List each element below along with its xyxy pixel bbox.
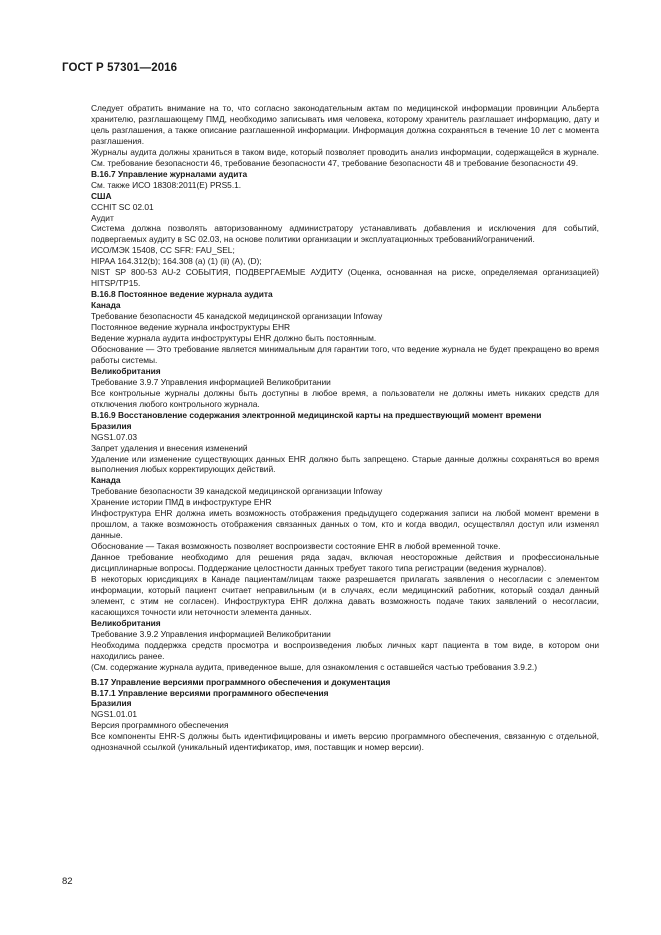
section-heading: США bbox=[91, 190, 112, 201]
section-heading: B.17 Управление версиями программного обеспечения и документация bbox=[91, 676, 391, 687]
body-paragraph: NGS1.01.01 bbox=[91, 709, 138, 720]
body-paragraph: Все компоненты EHR-S должны быть идентифицированы и иметь версию программного обеспечения, связанную с отдельной, однозначной ссылкой (уникальный идентификатор, имя, поставщик и номер версии). bbox=[91, 731, 599, 753]
section-heading: Канада bbox=[91, 475, 121, 486]
body-paragraph: В некоторых юрисдикциях в Канаде пациентам/лицам также разрешается прилагать заявления о несогласии с элементом информации, который пациент считает неправильным (и в случаях, если медицинский работник, который создал данный элемент, с этим не согласен). Инфоструктура EHR должна давать возможность подаче таких заявлений о несогласии, касающихся точности или неточности элемента данных. bbox=[91, 573, 599, 617]
body-paragraph: Инфоструктура EHR должна иметь возможность отображения предыдущего содержания записи на любой момент времени в прошлом, а также возможность отображения связанных данных о том, кто и когда вводил, осуществлял доступ или изменял данные. bbox=[91, 508, 599, 541]
body-paragraph: Система должна позволять авторизованному администратору устанавливать добавления и исключения для событий, подвергаемых аудиту в SC 02.03, на основе политики организации и эксплуатационных требований/ограничений. bbox=[91, 223, 599, 245]
body-paragraph: (См. содержание журнала аудита, приведенное выше, для ознакомления с оставшейся частью требования 3.9.2.) bbox=[91, 661, 538, 672]
body-paragraph: Ведение журнала аудита инфоструктуры EHR должно быть постоянным. bbox=[91, 333, 377, 344]
body-paragraph: CCHIT SC 02.01 bbox=[91, 201, 154, 212]
section-heading: B.17.1 Управление версиями программного обеспечения bbox=[91, 687, 329, 698]
body-paragraph: См. также ИСО 18308:2011(E) PRS5.1. bbox=[91, 179, 242, 190]
document-body bbox=[91, 103, 599, 753]
body-paragraph: Постоянное ведение журнала инфоструктуры EHR bbox=[91, 322, 291, 333]
section-heading: B.16.7 Управление журналами аудита bbox=[91, 168, 248, 179]
body-paragraph: Требование безопасности 39 канадской медицинской организации Infoway bbox=[91, 486, 383, 497]
page-number: 82 bbox=[62, 876, 73, 887]
section-heading: Канада bbox=[91, 300, 121, 311]
body-paragraph: NIST SP 800-53 AU-2 СОБЫТИЯ, ПОДВЕРГАЕМЫЕ АУДИТУ (Оценка, основанная на риске, определяемая организацией) HITSP/TP15. bbox=[91, 267, 599, 289]
body-paragraph: Данное требование необходимо для решения ряда задач, включая неосторожные действия и профессиональные дисциплинарные вопросы. Поддержание целостности данных требует такого типа регистрации (ведения журналов). bbox=[91, 552, 599, 574]
section-heading: Великобритания bbox=[91, 617, 161, 628]
section-heading: B.16.8 Постоянное ведение журнала аудита bbox=[91, 289, 273, 300]
body-paragraph: Обоснование — Это требование является минимальным для гарантии того, что ведение журнала не будет прекращено во время работы системы. bbox=[91, 343, 599, 365]
body-paragraph: NGS1.07.03 bbox=[91, 431, 138, 442]
document-header: ГОСТ Р 57301—2016 bbox=[62, 62, 178, 74]
body-paragraph: Версия программного обеспечения bbox=[91, 720, 229, 731]
body-paragraph: Все контрольные журналы должны быть доступны в любое время, а пользователи не должны иметь никаких средств для отключения любого контрольного журнала. bbox=[91, 387, 599, 409]
section-heading: Бразилия bbox=[91, 698, 132, 709]
body-paragraph: Требование 3.9.7 Управления информацией Великобритании bbox=[91, 376, 331, 387]
body-paragraph: ИСО/МЭК 15408, CC SFR: FAU_SEL; bbox=[91, 245, 235, 256]
body-paragraph: Требование безопасности 45 канадской медицинской организации Infoway bbox=[91, 311, 383, 322]
body-paragraph: Требование 3.9.2 Управления информацией Великобритании bbox=[91, 628, 331, 639]
body-paragraph: Удаление или изменение существующих данных EHR должно быть запрещено. Старые данные должны сохраняться во время выполнения любых корректирующих действий. bbox=[91, 453, 599, 475]
body-paragraph: Обоснование — Такая возможность позволяет воспроизвести состояние EHR в любой временной точке. bbox=[91, 541, 501, 552]
body-paragraph: Журналы аудита должны храниться в таком виде, который позволяет проводить анализ информации, содержащейся в журнале. См. требование безопасности 46, требование безопасности 47, требование безопасности 48 и требование безопасности 49. bbox=[91, 146, 599, 168]
section-heading: Великобритания bbox=[91, 365, 161, 376]
section-heading: Бразилия bbox=[91, 420, 132, 431]
body-paragraph: Запрет удаления и внесения изменений bbox=[91, 442, 248, 453]
body-paragraph: Необходима поддержка средств просмотра и воспроизведения любых личных карт пациента в том виде, в котором они находились ранее. bbox=[91, 639, 599, 661]
body-paragraph: Следует обратить внимание на то, что согласно законодательным актам по медицинской информации провинции Альберта хранителю, разглашающему ПМД, необходимо записывать имя человека, которому хранитель разглашает информацию, дату и цель разглашения, а также описание разглашенной информации. Информация должна сохраняться в течение 10 лет с момента разглашения. bbox=[91, 103, 599, 146]
body-paragraph: Хранение истории ПМД в инфоструктуре EHR bbox=[91, 497, 272, 508]
section-heading: B.16.9 Восстановление содержания электронной медицинской карты на предшествующий момент времени bbox=[91, 409, 542, 420]
body-paragraph: HIPAA 164.312(b); 164.308 (a) (1) (ii) (A), (D); bbox=[91, 256, 262, 267]
body-paragraph: Аудит bbox=[91, 212, 114, 223]
